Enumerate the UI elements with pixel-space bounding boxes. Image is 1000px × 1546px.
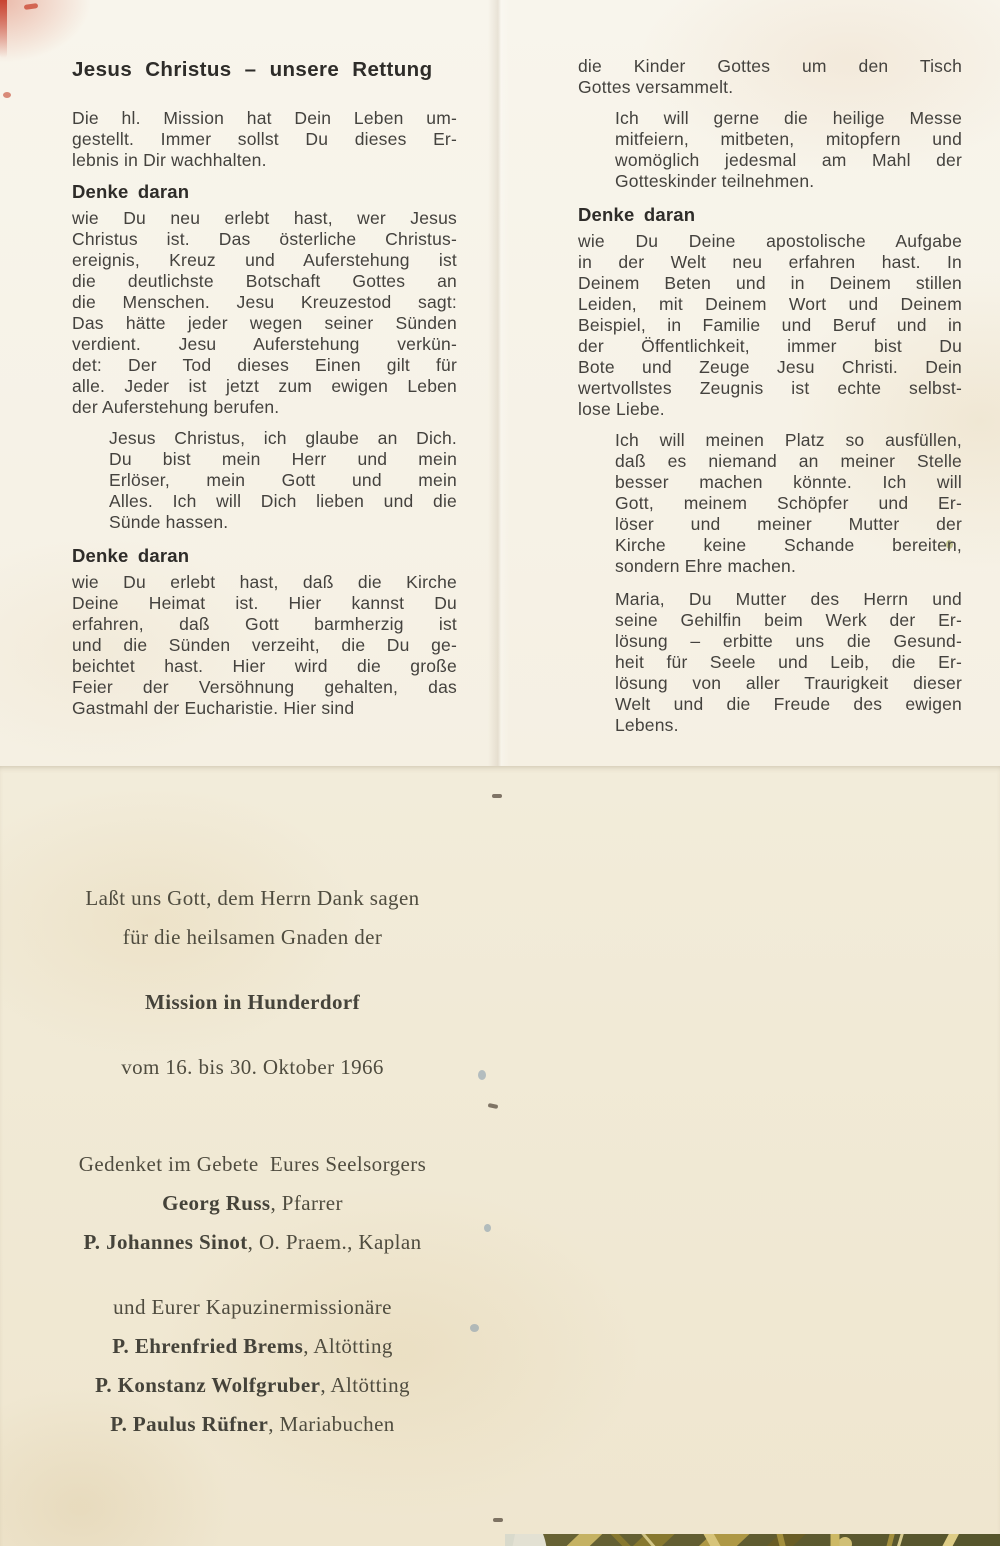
stitch-mark — [492, 794, 502, 798]
text-line: gestellt. Immer sollst Du dieses Er- — [72, 129, 457, 149]
text-line: Lebens. — [615, 715, 679, 735]
missionaries-intro: und Eurer Kapuzinermissionäre — [113, 1295, 392, 1319]
missionary-place: , Altötting — [303, 1334, 393, 1358]
right-page-column — [578, 56, 962, 748]
prayer-paragraph — [615, 108, 962, 192]
text-line: die Menschen. Jesu Kreuzestod sagt: — [72, 292, 457, 312]
text-line: det: Der Tod dieses Einen gilt für — [72, 355, 457, 375]
text-line: besser machen könnte. Ich will — [615, 472, 962, 492]
clergy-name: Georg Russ — [162, 1191, 271, 1215]
text-line: Ich will meinen Platz so ausfüllen, — [615, 430, 962, 450]
text-line: lösung von aller Traurigkeit dieser — [615, 673, 962, 693]
dedication-line: für die heilsamen Gnaden der — [122, 925, 383, 949]
photo-tint — [505, 1534, 1000, 1546]
dedication-line: Laßt uns Gott, dem Herrn Dank sagen — [85, 886, 420, 910]
mission-title: Mission in Hunderdorf — [145, 990, 360, 1014]
text-line: Deine Heimat ist. Hier kannst Du — [72, 593, 457, 613]
clergy-role: , Pfarrer — [270, 1191, 343, 1215]
stitch-mark — [493, 1518, 503, 1522]
missionary-place: , Mariabuchen — [268, 1412, 395, 1436]
paragraph — [72, 108, 457, 171]
section-heading: Denke daran — [72, 181, 190, 202]
text-line: Maria, Du Mutter des Herrn und — [615, 589, 962, 609]
text-line: Beispiel, in Familie und Beruf und in — [578, 315, 962, 335]
text-line: wie Du erlebt hast, daß die Kirche — [72, 572, 457, 592]
missionary-line — [0, 1373, 505, 1398]
text-line: daß es niemand an meiner Stelle — [615, 451, 962, 471]
text-line: Feier der Versöhnung gehalten, das — [72, 677, 457, 697]
text-line: erfahren, daß Gott barmherzig ist — [72, 614, 457, 634]
text-line: Gastmahl der Eucharistie. Hier sind — [72, 698, 355, 718]
text-line: lebnis in Dir wachhalten. — [72, 150, 267, 170]
text-line: beichtet hast. Hier wird die große — [72, 656, 457, 676]
prayer-paragraph — [109, 428, 457, 533]
clergy-role: , O. Praem., Kaplan — [247, 1230, 422, 1254]
text-line: womöglich jedesmal am Mahl der — [615, 150, 962, 170]
text-line: ereignis, Kreuz und Auferstehung ist — [72, 250, 457, 270]
red-edge-stain — [3, 92, 11, 98]
ink-speck — [484, 1224, 491, 1232]
clergy-name: P. Johannes Sinot — [83, 1230, 248, 1254]
section-heading: Denke daran — [578, 204, 696, 225]
paragraph — [578, 56, 962, 98]
text-line: der Öffentlichkeit, immer bist Du — [578, 336, 962, 356]
back-page-spread — [0, 766, 1000, 1546]
prayer-paragraph — [615, 430, 962, 577]
prayer-paragraph — [615, 589, 962, 736]
text-line: lose Liebe. — [578, 399, 665, 419]
date-line: vom 16. bis 30. Oktober 1966 — [121, 1055, 384, 1079]
text-line: Deinem Beten und in Deinem stillen — [578, 273, 962, 293]
text-line: und die Sünden verzeiht, die Du ge- — [72, 635, 457, 655]
left-page-column — [72, 58, 457, 729]
section-heading: Denke daran — [72, 545, 190, 566]
madonna-photo-region — [505, 1534, 1000, 1546]
red-edge-stain — [0, 0, 7, 58]
text-line: wertvollstes Zeugnis ist echte selbst- — [578, 378, 962, 398]
text-line: Welt und die Freude des ewigen — [615, 694, 962, 714]
text-line: wie Du Deine apostolische Aufgabe — [578, 231, 962, 251]
text-line: alle. Jeder ist jetzt zum ewigen Leben — [72, 376, 457, 396]
text-line: Gottes versammelt. — [578, 77, 734, 97]
text-line: sondern Ehre machen. — [615, 556, 797, 576]
text-line: Ich will gerne die heilige Messe — [615, 108, 962, 128]
text-line: heit für Seele und Leib, die Er- — [615, 652, 962, 672]
paragraph — [578, 231, 962, 420]
text-line: Alles. Ich will Dich lieben und die — [109, 491, 457, 511]
paragraph — [72, 572, 457, 719]
text-line: Kirche keine Schande bereiten, — [615, 535, 962, 555]
text-line: wie Du neu erlebt hast, wer Jesus — [72, 208, 457, 228]
missionary-name: P. Paulus Rüfner — [110, 1412, 269, 1436]
remember-line: Gedenket im Gebete Eures Seelsorgers — [78, 1152, 427, 1176]
text-line: die Kinder Gottes um den Tisch — [578, 56, 962, 76]
text-line: Bote und Zeuge Jesu Christi. Dein — [578, 357, 962, 377]
text-line: seine Gehilfin beim Werk der Er- — [615, 610, 962, 630]
text-line: Das hätte jeder wegen seiner Sünden — [72, 313, 457, 333]
paragraph — [72, 208, 457, 418]
text-line: Die hl. Mission hat Dein Leben um- — [72, 108, 457, 128]
text-line: Du bist mein Herr und mein — [109, 449, 457, 469]
text-line: Gott, meinem Schöpfer und Er- — [615, 493, 962, 513]
missionary-name: P. Ehrenfried Brems — [112, 1334, 304, 1358]
text-line: der Auferstehung berufen. — [72, 397, 280, 417]
text-line: Christus ist. Das österliche Christus- — [72, 229, 457, 249]
text-line: lösung – erbitte uns die Gesund- — [615, 631, 962, 651]
text-line: Jesus Christus, ich glaube an Dich. — [109, 428, 457, 448]
missionary-line — [0, 1412, 505, 1437]
ink-speck — [470, 1324, 479, 1332]
red-edge-stain — [24, 3, 39, 10]
text-line: verdient. Jesu Auferstehung verkün- — [72, 334, 457, 354]
text-line: Erlöser, mein Gott und mein — [109, 470, 457, 490]
text-line: die deutlichste Botschaft Gottes an — [72, 271, 457, 291]
text-line: Sünde hassen. — [109, 512, 229, 532]
text-line: in der Welt neu erfahren hast. In — [578, 252, 962, 272]
clergy-line — [0, 1191, 505, 1216]
madonna-photo — [505, 1534, 1000, 1546]
text-line: löser und meiner Mutter der — [615, 514, 962, 534]
text-line: Leiden, mit Deinem Wort und Deinem — [578, 294, 962, 314]
missionary-place: , Altötting — [320, 1373, 410, 1397]
clergy-line — [0, 1230, 505, 1255]
text-line: Gotteskinder teilnehmen. — [615, 171, 815, 191]
inner-pages-spread — [0, 0, 1000, 766]
text-line: mitfeiern, mitbeten, mitopfern und — [615, 129, 962, 149]
dedication-block — [0, 886, 505, 1437]
page-title: Jesus Christus – unsere Rettung — [72, 58, 433, 81]
missionary-name: P. Konstanz Wolfgruber — [95, 1373, 321, 1397]
ink-speck — [478, 1070, 486, 1080]
missionary-line — [0, 1334, 505, 1359]
fold-crease — [488, 0, 510, 766]
